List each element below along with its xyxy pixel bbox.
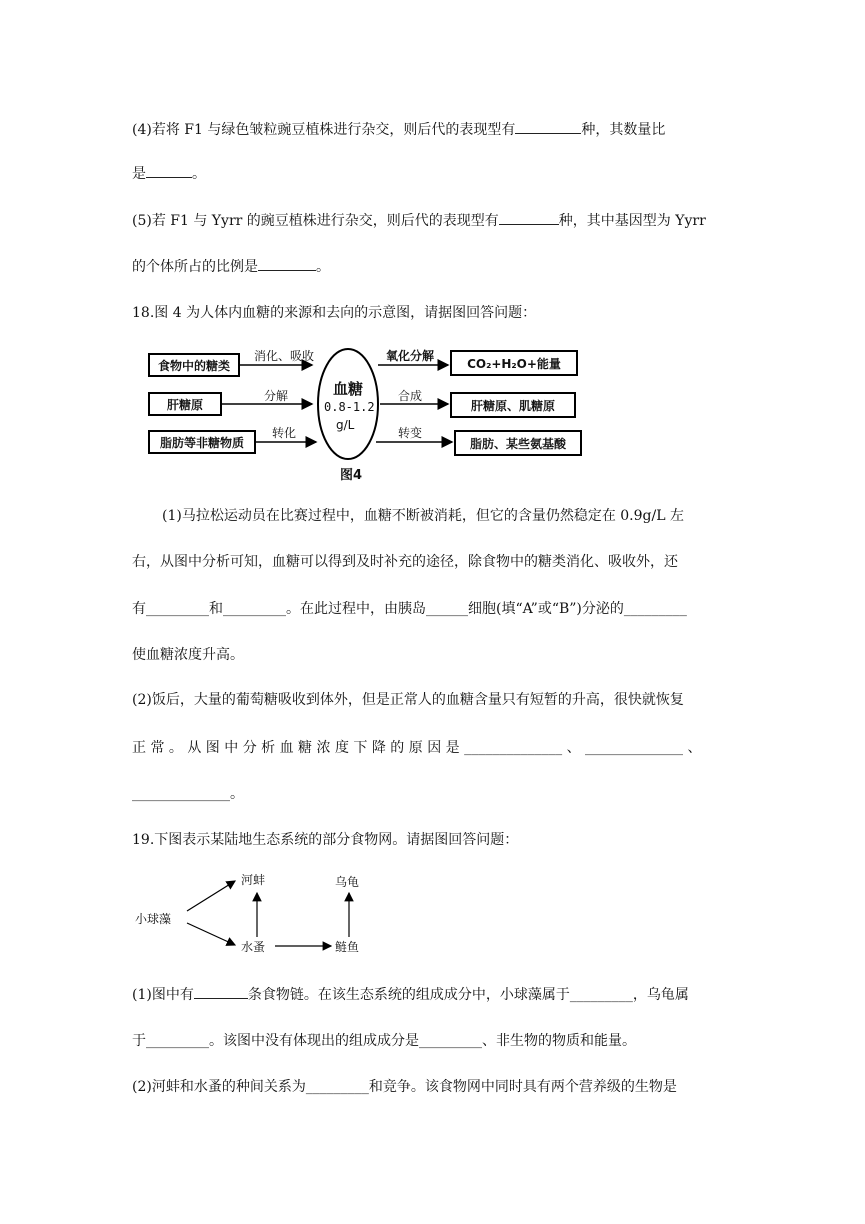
arrow-label-convert: 转化 bbox=[272, 426, 297, 440]
dest-box-fat-amino: 脂肪、某些氨基酸 bbox=[454, 430, 582, 456]
answer-blank[interactable]: _________ bbox=[146, 601, 209, 617]
center-title: 血糖 bbox=[333, 380, 364, 398]
food-web-figure bbox=[135, 865, 395, 965]
answer-blank[interactable]: _________ bbox=[223, 601, 286, 617]
answer-blank[interactable]: _________ bbox=[305, 1079, 369, 1095]
answer-blank[interactable]: _________ bbox=[569, 987, 633, 1003]
dest-box-glycogen: 肝糖原、肌糖原 bbox=[450, 392, 576, 418]
q18-p2-line3 bbox=[132, 783, 244, 803]
q18-p1-text-d: 细胞(填“A”或“B”)分泌的 bbox=[468, 601, 624, 617]
node-silver-carp: 鲢鱼 bbox=[335, 940, 360, 954]
q17-p4-text-b: 种，其数量比 bbox=[581, 122, 666, 138]
answer-blank[interactable] bbox=[194, 984, 248, 999]
source-box-non-sugar: 脂肪等非糖物质 bbox=[148, 430, 256, 454]
dest-box-energy: CO₂+H₂O+能量 bbox=[450, 350, 578, 376]
q18-p1-text-a: 有 bbox=[132, 601, 146, 617]
q18-p1-line2: 右，从图中分析可知，血糖可以得到及时补充的途径，除食物中的糖类消化、吸收外，还 bbox=[132, 554, 678, 570]
out-label-synthesis: 合成 bbox=[398, 389, 423, 403]
q18-p2-text-a: 正 常 。 从 图 中 分 析 血 糖 浓 度 下 降 的 原 因 是 bbox=[132, 740, 460, 756]
q18-p1-line4: 使血糖浓度升高。 bbox=[132, 647, 244, 663]
q17-p5-text-c: 的个体所占的比例是 bbox=[132, 259, 258, 275]
q17-p5-line1 bbox=[132, 210, 706, 230]
q19-p1-text-a: (1)图中有 bbox=[132, 987, 194, 1003]
q19-p1-text-e: 。该图中没有体现出的组成成分是 bbox=[209, 1033, 419, 1049]
arrow-label-decompose: 分解 bbox=[264, 389, 289, 403]
q17-p4-line2 bbox=[132, 163, 206, 183]
q18-p1-line1: (1)马拉松运动员在比赛过程中，血糖不断被消耗，但它的含量仍然稳定在 0.9g/L 左 bbox=[162, 508, 684, 524]
arrow-label-digest: 消化、吸收 bbox=[254, 349, 315, 363]
answer-blank[interactable]: ______________ bbox=[585, 740, 684, 756]
node-clam: 河蚌 bbox=[241, 873, 266, 887]
q19-p1-text-d: 于 bbox=[132, 1033, 146, 1049]
q18-p2-line2 bbox=[132, 737, 701, 757]
q17-p5-text-d: 。 bbox=[316, 259, 330, 275]
center-range: 0.8-1.2 bbox=[324, 400, 375, 414]
q19-p1-line2 bbox=[132, 1030, 636, 1050]
q19-title: 19.下图表示某陆地生态系统的部分食物网。请据图回答问题： bbox=[132, 832, 519, 848]
q19-p1-text-f: 、非生物的物质和能量。 bbox=[482, 1033, 636, 1049]
q17-p5-text-a: (5)若 F1 与 Yyrr 的豌豆植株进行杂交，则后代的表现型有 bbox=[132, 213, 499, 229]
node-water-flea: 水蚤 bbox=[241, 940, 266, 954]
source-box-food-sugar: 食物中的糖类 bbox=[148, 353, 240, 377]
node-turtle: 乌龟 bbox=[335, 875, 360, 889]
source-box-liver-glycogen: 肝糖原 bbox=[148, 392, 222, 416]
q17-p4-text-d: 。 bbox=[192, 166, 206, 182]
answer-blank[interactable] bbox=[515, 119, 581, 134]
q18-p2-text-end: 。 bbox=[230, 786, 244, 802]
q18-title: 18.图 4 为人体内血糖的来源和去向的示意图，请据图回答问题： bbox=[132, 305, 537, 321]
q17-p4-text-a: (4)若将 F1 与绿色皱粒豌豆植株进行杂交，则后代的表现型有 bbox=[132, 122, 516, 138]
answer-blank[interactable]: _________ bbox=[623, 601, 687, 617]
q18-p2-text-b: 、 bbox=[566, 740, 581, 756]
q18-p1-text-b: 和 bbox=[209, 601, 223, 617]
q17-p5-line2 bbox=[132, 256, 330, 276]
q19-p1-text-b: 条食物链。在该生态系统的组成成分中，小球藻属于 bbox=[247, 987, 570, 1003]
out-label-oxidation: 氧化分解 bbox=[386, 349, 435, 363]
answer-blank[interactable] bbox=[258, 256, 316, 271]
answer-blank[interactable]: ______________ bbox=[464, 740, 563, 756]
answer-blank[interactable]: ______________ bbox=[132, 786, 230, 802]
answer-blank[interactable]: _________ bbox=[419, 1033, 482, 1049]
q19-p2-text-a: (2)河蚌和水蚤的种间关系为 bbox=[132, 1079, 306, 1095]
q17-p4-line1 bbox=[132, 119, 665, 139]
q17-p5-text-b: 种，其中基因型为 Yyrr bbox=[558, 213, 706, 229]
answer-blank[interactable]: _________ bbox=[146, 1033, 209, 1049]
q17-p4-text-c: 是 bbox=[132, 166, 146, 182]
center-unit: g/L bbox=[336, 418, 355, 432]
node-algae: 小球藻 bbox=[135, 912, 172, 926]
q19-p2-text-b: 和竞争。该食物网中同时具有两个营养级的生物是 bbox=[368, 1079, 677, 1095]
q19-p1-line1 bbox=[132, 984, 689, 1004]
q18-p2-text-c: 、 bbox=[687, 740, 702, 756]
out-label-transform: 转变 bbox=[398, 426, 423, 440]
answer-blank[interactable] bbox=[499, 210, 559, 225]
q18-p2-line1: (2)饭后，大量的葡萄糖吸收到体外，但是正常人的血糖含量只有短暂的升高，很快就恢复 bbox=[132, 692, 684, 708]
figure-caption: 图4 bbox=[340, 468, 363, 483]
figure-4-blood-sugar bbox=[140, 340, 590, 485]
answer-blank[interactable]: ______ bbox=[426, 601, 468, 617]
answer-blank[interactable] bbox=[146, 163, 192, 178]
q18-p1-text-c: 。在此过程中，由胰岛 bbox=[286, 601, 426, 617]
q19-p1-text-c: ，乌龟属 bbox=[632, 987, 689, 1003]
q19-p2-line1 bbox=[132, 1076, 677, 1096]
q18-p1-line3 bbox=[132, 598, 687, 618]
